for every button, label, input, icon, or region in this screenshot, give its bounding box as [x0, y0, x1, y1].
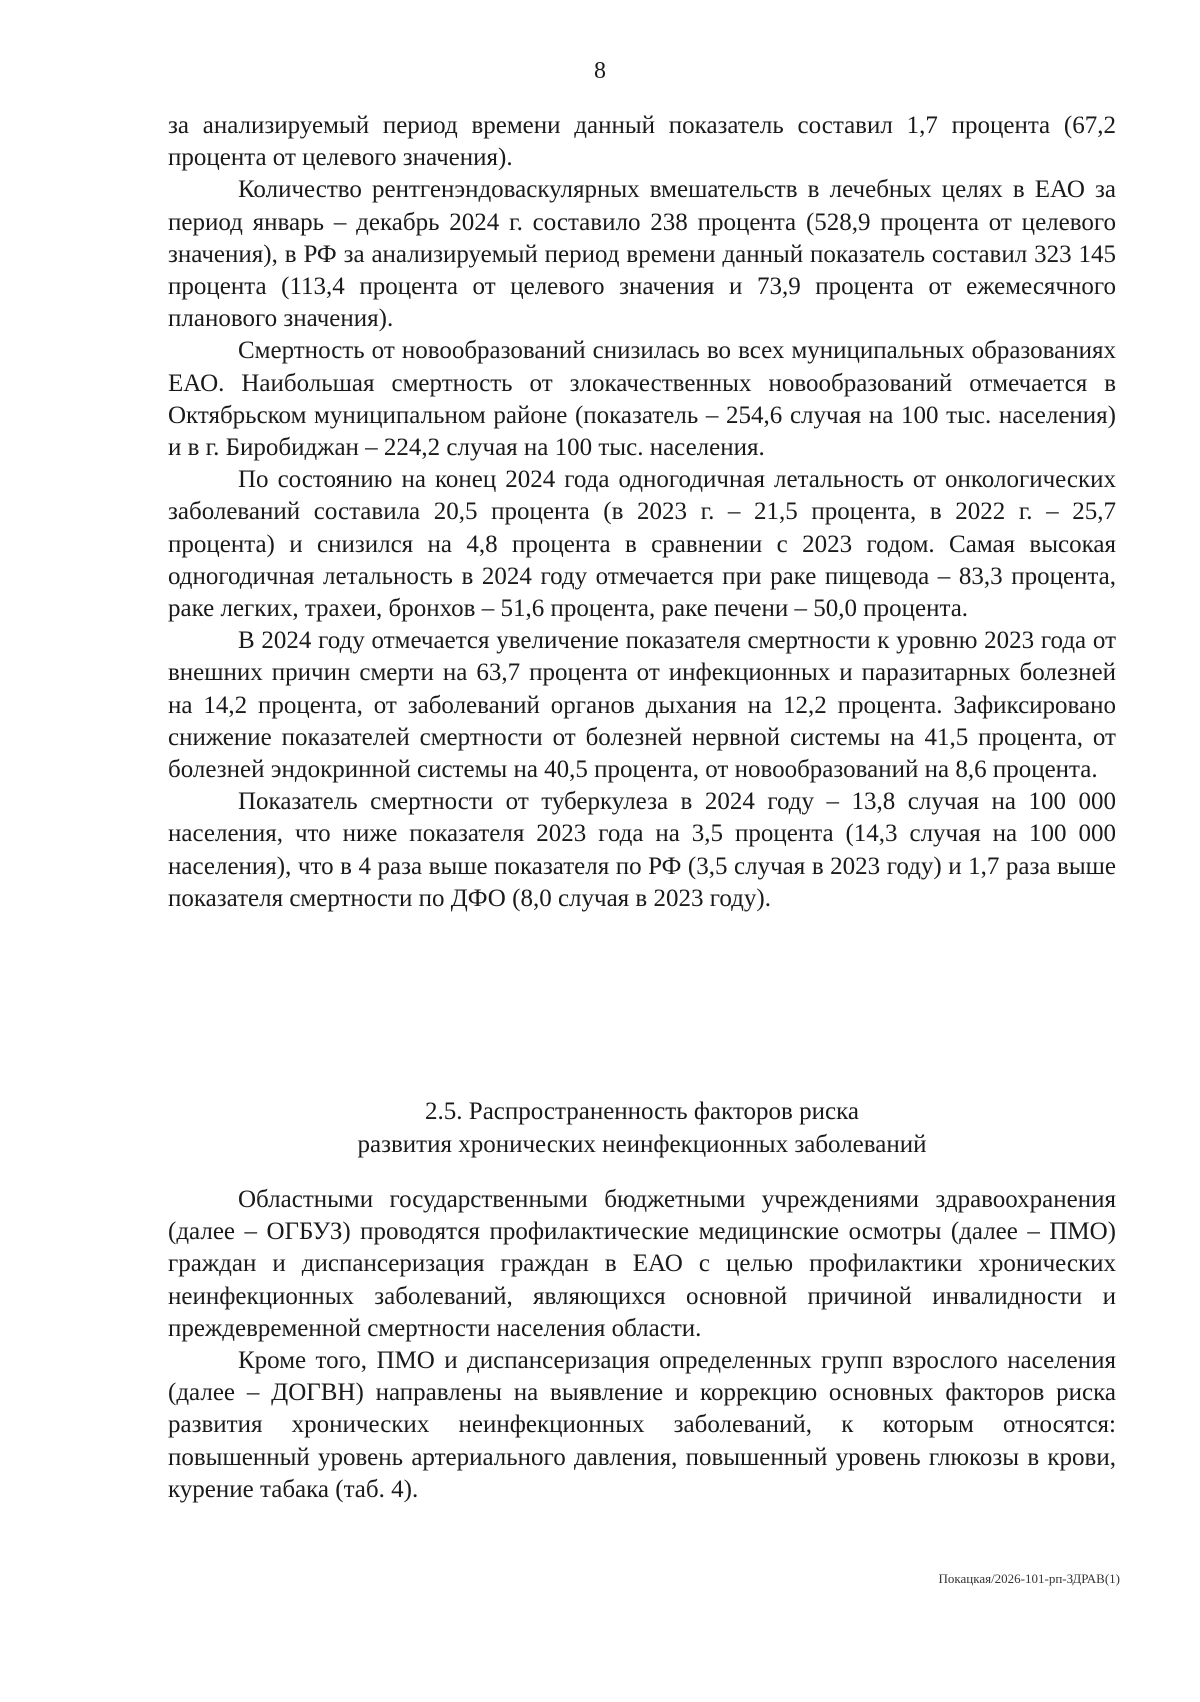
section-heading-line-1: 2.5. Распространенность факторов риска — [425, 1098, 859, 1125]
body-text — [168, 110, 1116, 915]
paragraph-oncology-lethality: По состоянию на конец 2024 года одногодичная летальность от онкологических заболеваний составила 20,5 процента (в 2023 г. – 21,5 процента, в 2022 г. – 25,7 процента) и снизился на 4,8 процента в сравнении с 2023 годом. Самая высокая одногодичная летальность в 2024 году отмечается при раке пищевода – 83,3 процента, раке легких, трахеи, бронхов – 51,6 процента, раке печени – 50,0 процента. — [168, 466, 1116, 623]
paragraph-neoplasm-mortality: Смертность от новообразований снизилась во всех муниципальных образованиях ЕАО. Наибольшая смертность от злокачественных новообразований отмечается в Октябрьском муниципальном районе (показатель – 254,6 случая на 100 тыс. населения) и в г. Биробиджан – 224,2 случая на 100 тыс. населения. — [168, 337, 1116, 462]
paragraph-mortality-causes: В 2024 году отмечается увеличение показателя смертности к уровню 2023 года от внешних причин смерти на 63,7 процента от инфекционных и паразитарных болезней на 14,2 процента, от заболеваний органов дыхания на 12,2 процента. Зафиксировано снижение показателей смертности от болезней нервной системы на 41,5 процента, от болезней эндокринной системы на 40,5 процента, от новообразований на 8,6 процента. — [168, 627, 1116, 784]
page-number: 8 — [594, 58, 606, 84]
section-heading — [168, 1095, 1116, 1161]
section-heading-line-2: развития хронических неинфекционных заболеваний — [357, 1131, 927, 1158]
paragraph-preventive-exams: Областными государственными бюджетными учреждениями здравоохранения (далее – ОГБУЗ) проводятся профилактические медицинские осмотры (далее – ПМО) граждан и диспансеризация граждан в ЕАО с целью профилактики хронических неинфекционных заболеваний, являющихся основной причиной инвалидности и преждевременной смертности населения области. — [168, 1186, 1116, 1342]
paragraph-continuation: за анализируемый период времени данный показатель составил 1,7 процента (67,2 процента от целевого значения). — [168, 112, 1116, 172]
paragraph-endovascular: Количество рентгенэндоваскулярных вмешательств в лечебных целях в ЕАО за период январь – декабрь 2024 г. составило 238 процента (528,9 процента от целевого значения), в РФ за анализируемый период времени данный показатель составил 323 145 процента (113,4 процента от целевого значения и 73,9 процента от ежемесячного планового значения). — [168, 176, 1116, 333]
section-text — [168, 1184, 1116, 1506]
paragraph-tuberculosis: Показатель смертности от туберкулеза в 2024 году – 13,8 случая на 100 000 населения, что ниже показателя 2023 года на 3,5 процента (14,3 случая на 100 000 населения), что в 4 раза выше показателя по РФ (3,5 случая в 2023 году) и 1,7 раза выше показателя смертности по ДФО (8,0 случая в 2023 году). — [168, 788, 1116, 912]
document-registration-code: Покацкая/2026-101-рп-ЗДРАВ(1) — [938, 1571, 1120, 1586]
paragraph-risk-factors: Кроме того, ПМО и диспансеризация определенных групп взрослого населения (далее – ДОГВН) направлены на выявление и коррекцию основных факторов риска развития хронических неинфекционных заболеваний, к которым относятся: повышенный уровень артериального давления, повышенный уровень глюкозы в крови, курение табака (таб. 4). — [168, 1347, 1116, 1503]
